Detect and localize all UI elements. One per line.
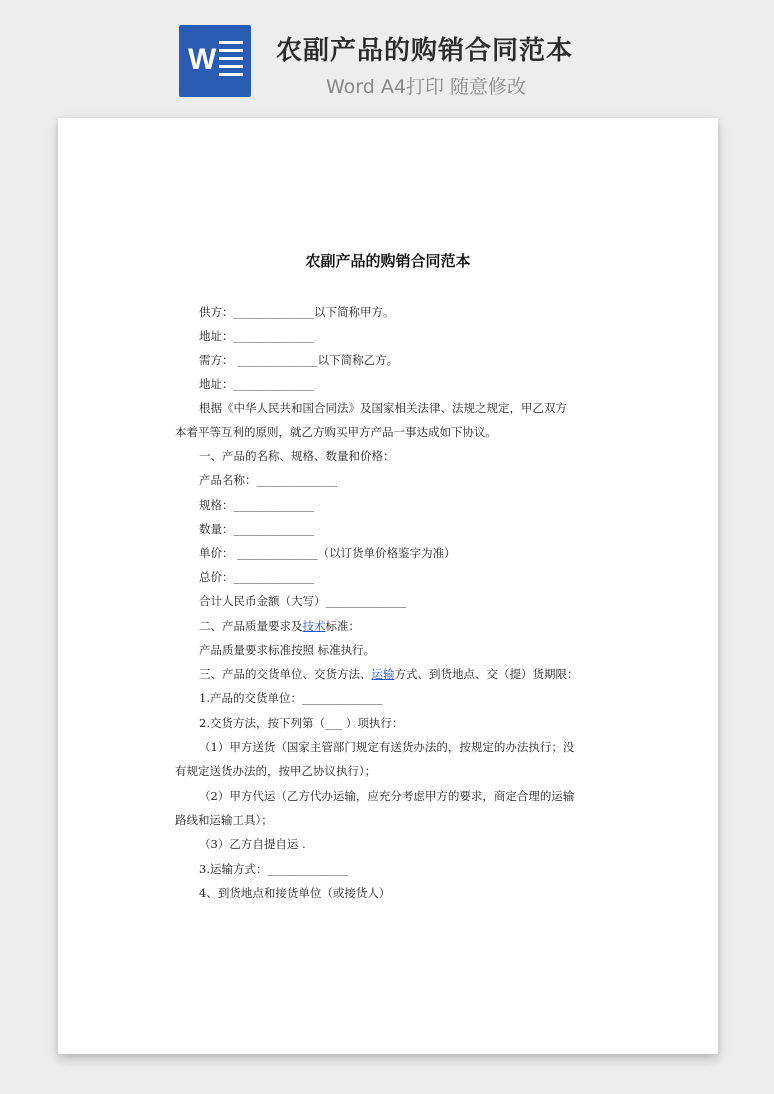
line-unit-price: 单价： ______________（以订货单价格鉴字为准）: [199, 546, 456, 560]
line-delivery-unit: 1.产品的交货单位：______________: [199, 691, 383, 705]
line-transport-method: 3.运输方式：______________: [199, 862, 348, 876]
line-option-1a: （1）甲方送货（国家主管部门规定有送货办法的，按规定的办法执行；没: [199, 740, 575, 754]
line-basis-2: 本着平等互利的原则，就乙方购买甲方产品一事达成如下协议。: [175, 425, 497, 439]
line-product-name: 产品名称：______________: [199, 473, 337, 487]
line-quantity: 数量：______________: [199, 522, 314, 536]
line-quality: 产品质量要求标准按照 标准执行。: [199, 643, 376, 657]
line-option-2a: （2）甲方代运（乙方代办运输，应充分考虑甲方的要求，商定合理的运输: [199, 789, 575, 803]
text: 标准：: [325, 619, 360, 633]
link-transport[interactable]: 运输: [371, 667, 395, 681]
line-destination: 4、到货地点和接货单位（或接货人）: [199, 886, 391, 900]
link-technology[interactable]: 技术: [302, 619, 326, 633]
line-buyer: 需方： ______________以下简称乙方。: [199, 353, 399, 367]
line-section-1: 一、产品的名称、规格、数量和价格：: [199, 449, 395, 463]
line-delivery-method: 2.交货方法，按下列第（___ ）项执行：: [199, 716, 404, 730]
line-supplier: 供方：______________以下简称甲方。: [199, 305, 395, 319]
header: [0, 0, 774, 112]
watermark: [90, 459, 114, 485]
line-option-1b: 有规定送货办法的，按甲乙协议执行）；: [175, 764, 377, 778]
header-title: 农副产品的购销合同范本: [276, 36, 574, 66]
line-option-2b: 路线和运输工具）；: [175, 813, 273, 827]
line-basis-1: 根据《中华人民共和国合同法》及国家相关法律、法规之规定，甲乙双方: [199, 401, 567, 415]
line-option-3: （3）乙方自提自运 .: [199, 837, 306, 851]
word-icon-letter: W: [188, 43, 217, 76]
text: 三、产品的交货单位、交货方法、: [199, 667, 372, 681]
document-page: [58, 118, 718, 1054]
line-buyer-address: 地址：______________: [199, 377, 314, 391]
line-total-rmb: 合计人民币金额（大写）______________: [199, 594, 406, 608]
header-subtitle: Word A4打印 随意修改: [326, 76, 527, 98]
line-total: 总价：______________: [199, 570, 314, 584]
text: 方式、到货地点、交（提）货期限：: [394, 667, 579, 681]
line-supplier-address: 地址：______________: [199, 329, 314, 343]
line-spec: 规格：______________: [199, 498, 314, 512]
document-title: 农副产品的购销合同范本: [305, 252, 471, 270]
line-section-3: [199, 666, 579, 682]
line-section-2: [199, 618, 360, 634]
text: 二、产品质量要求及: [199, 619, 303, 633]
word-icon: [179, 25, 251, 97]
